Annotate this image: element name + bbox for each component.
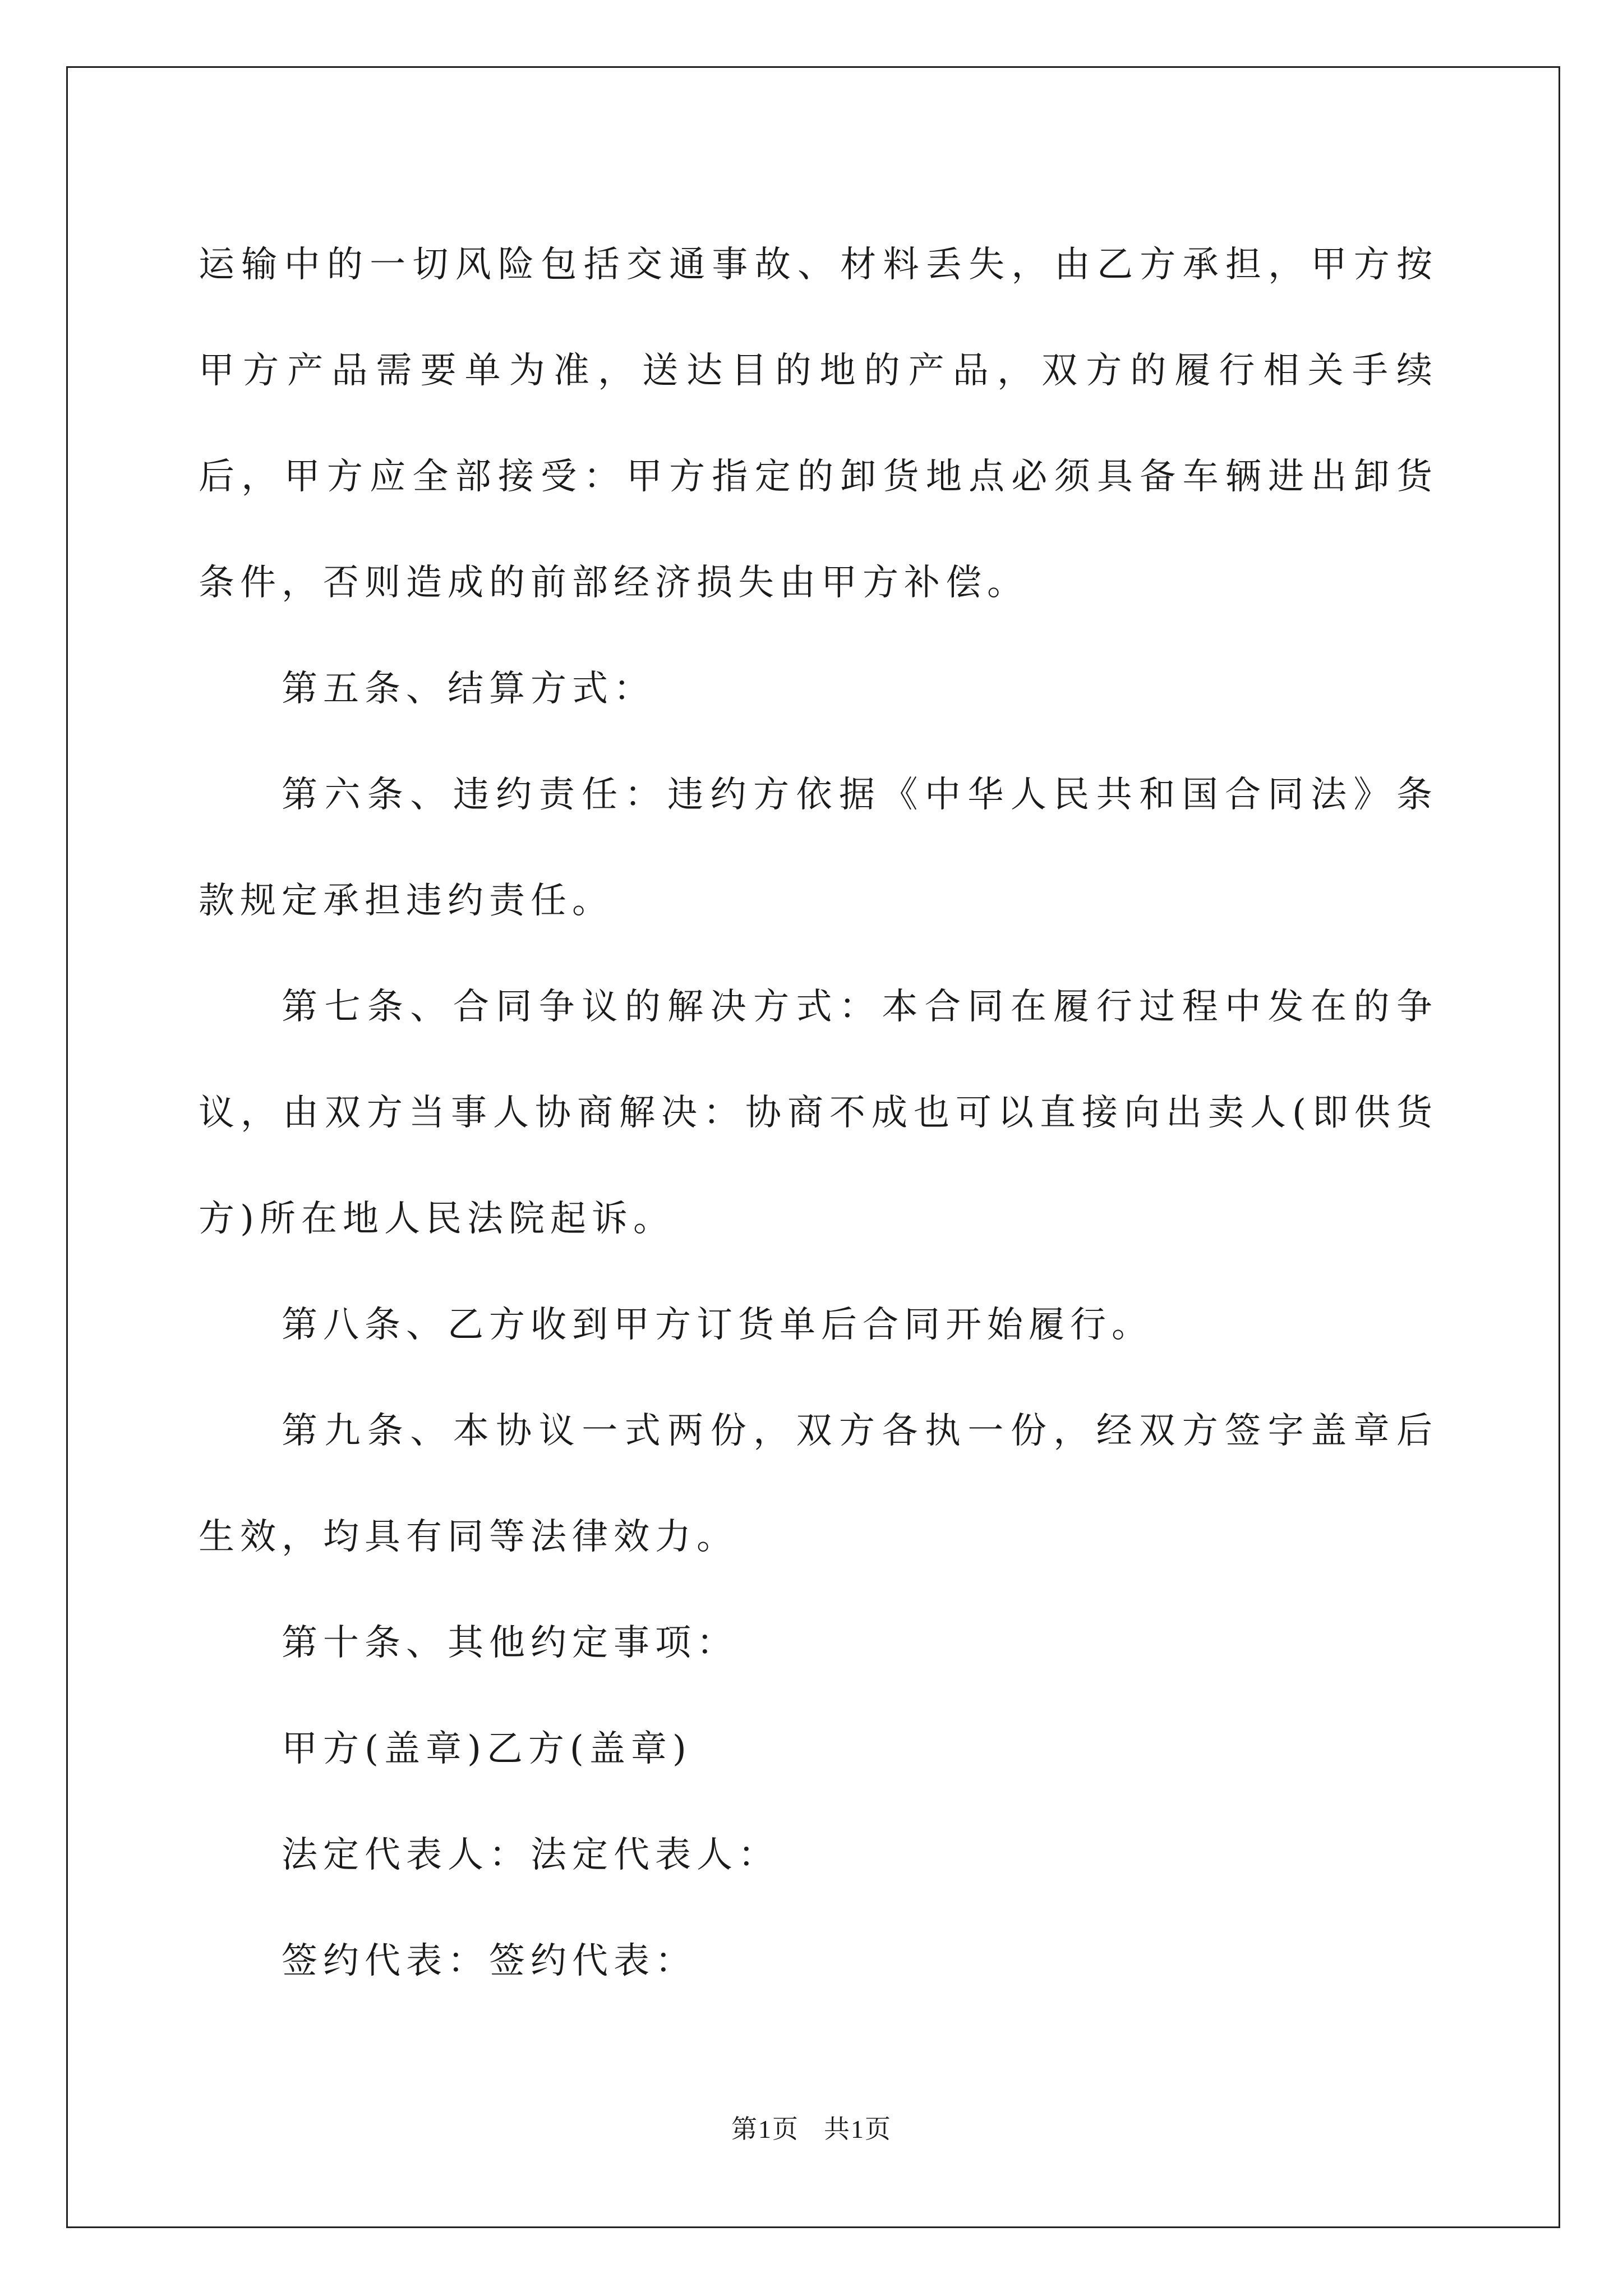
paragraph-article-8: 第八条、乙方收到甲方订货单后合同开始履行。: [282, 1304, 1153, 1346]
paragraph-article-6: 第六条、违约责任：违约方依据《中华人民共和国合同法》条款规定承担违约责任。: [199, 774, 1438, 922]
page-number: 第1页: [731, 2115, 799, 2143]
signature-agent-line: 签约代表：签约代表：: [282, 1940, 697, 1982]
signature-seal-line: 甲方(盖章)乙方(盖章): [282, 1728, 692, 1770]
page-total: 共1页: [824, 2115, 892, 2143]
paragraph-article-5: 第五条、结算方式：: [282, 668, 655, 710]
paragraph-article-9: 第九条、本协议一式两份，双方各执一份，经双方签字盖章后生效，均具有同等法律效力。: [199, 1410, 1438, 1558]
document-body: [199, 212, 1438, 2014]
signature-legal-rep-line: 法定代表人：法定代表人：: [282, 1834, 780, 1876]
page-footer: [0, 2113, 1623, 2146]
paragraph-article-10: 第十条、其他约定事项：: [282, 1622, 738, 1664]
paragraph-article-7: 第七条、合同争议的解决方式：本合同在履行过程中发在的争议，由双方当事人协商解决：协商不成也可以直接向出卖人(即供货方)所在地人民法院起诉。: [199, 986, 1438, 1240]
paragraph-transport-risk: 运输中的一切风险包括交通事故、材料丢失，由乙方承担，甲方按甲方产品需要单为准，送达目的地的产品，双方的履行相关手续后，甲方应全部接受：甲方指定的卸货地点必须具备车辆进出卸货条件，否则造成的前部经济损失由甲方补偿。: [199, 244, 1438, 604]
